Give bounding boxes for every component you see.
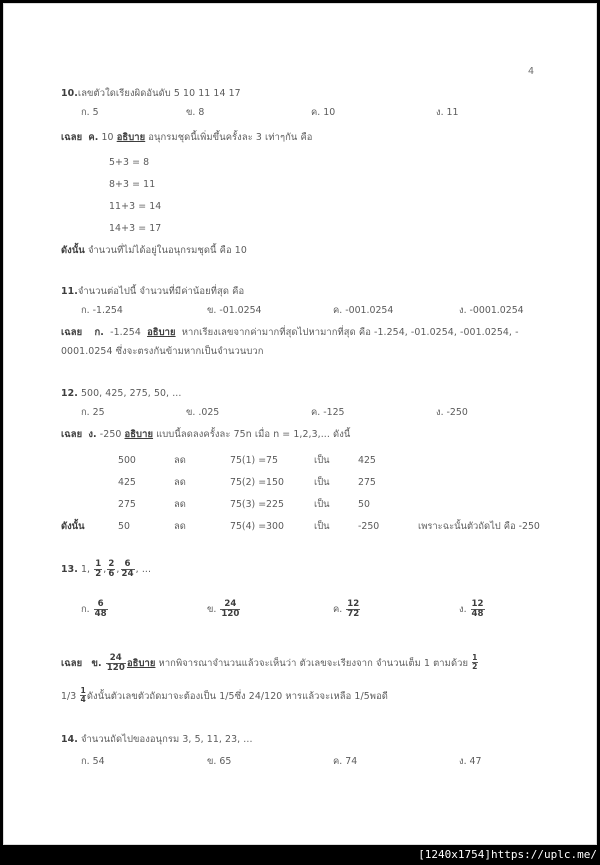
question-13-number: 13. [61, 564, 78, 576]
question-10-prompt [61, 87, 241, 100]
conclusion-text: จำนวนที่ไม่ได้อยู่ในอนุกรมชุดนี้ คือ 10 [87, 245, 247, 256]
step-line: 8+3 = 11 [109, 179, 156, 190]
step-result: 50 [358, 499, 370, 510]
choice-label: ค. [333, 604, 343, 616]
fraction [80, 687, 85, 703]
fraction-numerator: 24 [224, 599, 237, 609]
fraction-denominator: 48 [94, 608, 107, 619]
fraction-denominator: 24 [121, 568, 134, 579]
comma: , [135, 564, 139, 576]
fraction-numerator: 6 [97, 599, 104, 609]
fraction-numerator: 12 [347, 599, 360, 609]
fraction-numerator: 1 [95, 559, 102, 569]
fraction [471, 600, 485, 619]
step-op: ลด [174, 455, 186, 466]
choice-b[interactable]: ข. 8 [186, 107, 205, 118]
choice-label: ก. [81, 604, 90, 616]
step-calc: 75(1) =75 [230, 455, 278, 466]
answer-prefix: เฉลย [61, 327, 83, 338]
step-line: 14+3 = 17 [109, 223, 162, 234]
step-op: ลด [174, 521, 186, 532]
question-11-answer-line [61, 326, 519, 339]
question-12-number: 12. [61, 388, 78, 399]
question-14-choices [61, 755, 541, 771]
fraction-denominator: 48 [471, 608, 484, 619]
answer-prefix: เฉลย [61, 429, 83, 440]
step-calc: 75(4) =300 [230, 521, 284, 532]
choice-d[interactable]: ง. -0001.0254 [459, 305, 524, 316]
step-to: เป็น [314, 477, 330, 488]
choice-c[interactable]: ค. 10 [311, 107, 336, 118]
choice-b[interactable]: ข. 65 [207, 756, 232, 767]
choice-label: ง. [459, 604, 467, 616]
explain-label: อธิบาย [126, 658, 156, 670]
fraction [94, 600, 108, 619]
explanation-text: แบบนี้ลดลงครั้งละ 75n เมื่อ n = 1,2,3,... ดังนี้ [156, 429, 351, 440]
page-content-area [4, 4, 596, 844]
question-13-tail: ... [141, 564, 152, 576]
fraction-denominator: 6 [108, 568, 115, 579]
therefore-label: ดังนั้น [61, 245, 85, 256]
question-10-text: เลขตัวใดเรียงผิดอันดับ 5 10 11 14 17 [77, 88, 241, 99]
answer-value: 10 [101, 132, 114, 143]
step-start: 50 [118, 521, 130, 532]
choice-c[interactable]: ค. -001.0254 [333, 305, 394, 316]
fraction [472, 654, 477, 670]
question-11-prompt [61, 285, 244, 298]
answer-prefix: เฉลย [61, 658, 83, 670]
fraction [106, 654, 126, 673]
fraction-numerator: 6 [124, 559, 131, 569]
choice-b[interactable]: ข. .025 [186, 407, 220, 418]
choice-label: ข. [207, 604, 217, 616]
question-13-prompt [61, 560, 151, 579]
fraction [346, 600, 360, 619]
fraction-denominator: 2 [95, 568, 102, 579]
explain-label: อธิบาย [124, 429, 154, 440]
fraction-denominator: 72 [347, 608, 360, 619]
question-12-prompt [61, 387, 181, 400]
explanation-text: หากพิจารณาจำนวนแล้วจะเห็นว่า ตัวเลขจะเรียงจาก จำนวนเต็ม 1 ตามด้วย [158, 658, 469, 670]
explanation-part-a: 1/3 [61, 691, 77, 703]
choice-d[interactable]: ง. -250 [436, 407, 468, 418]
step-to: เป็น [314, 455, 330, 466]
choice-a[interactable]: ก. 54 [81, 756, 105, 767]
question-14-number: 14. [61, 734, 78, 745]
choice-a[interactable]: ก. -1.254 [81, 305, 123, 316]
choice-a[interactable]: ก. 25 [81, 407, 105, 418]
step-op: ลด [174, 499, 186, 510]
question-13-lead: 1, [80, 564, 91, 576]
question-10-conclusion [61, 244, 247, 257]
choice-d[interactable]: ง. 11 [436, 107, 459, 118]
answer-letter: ง. [88, 429, 97, 440]
step-op: ลด [174, 477, 186, 488]
answer-letter: ข. [91, 658, 102, 670]
fraction-denominator: 120 [106, 662, 125, 673]
comma: , [116, 564, 120, 576]
explanation-part-b: ดังนั้นตัวเลขตัวถัดมาจะต้องเป็น 1/5ซึ่ง 24/120 หารแล้วจะเหลือ 1/5พอดี [86, 691, 388, 703]
step-to: เป็น [314, 521, 330, 532]
step-note: เพราะฉะนั้นตัวถัดไป คือ -250 [418, 521, 540, 532]
explanation-text: อนุกรมชุดนี้เพิ่มขึ้นครั้งละ 3 เท่าๆกัน คือ [148, 132, 313, 143]
step-calc: 75(2) =150 [230, 477, 284, 488]
fraction-numerator: 24 [109, 653, 122, 663]
step-start: 425 [118, 477, 136, 488]
document-page [3, 3, 597, 845]
answer-prefix: เฉลย [61, 132, 83, 143]
question-11-explanation-line2: 0001.0254 ซึ่งจะตรงกันข้ามหากเป็นจำนวนบวก [61, 346, 264, 357]
explain-label: อธิบาย [147, 327, 176, 338]
fraction [121, 560, 135, 579]
fraction [107, 560, 115, 579]
answer-value: -1.254 [110, 327, 141, 338]
question-10-answer-line [61, 131, 313, 144]
choice-c[interactable] [333, 600, 361, 619]
watermark-footer: [1240x1754]https://uplc.me/ [395, 845, 600, 865]
choice-a[interactable] [81, 600, 109, 619]
fraction-numerator: 12 [471, 599, 484, 609]
choice-c[interactable]: ค. 74 [333, 756, 358, 767]
question-11-number: 11. [61, 286, 78, 297]
comma: , [103, 564, 107, 576]
fraction [220, 600, 240, 619]
answer-value: -250 [99, 429, 122, 440]
therefore-label: ดังนั้น [61, 521, 85, 532]
question-14-text: จำนวนถัดไปของอนุกรม 3, 5, 11, 23, ... [80, 734, 253, 745]
question-12-choices [61, 406, 541, 422]
choice-b[interactable] [207, 600, 241, 619]
step-line: 5+3 = 8 [109, 157, 150, 168]
question-11-choices [61, 304, 541, 320]
step-result: 425 [358, 455, 376, 466]
explanation-text: หากเรียงเลขจากค่ามากที่สุดไปหามากที่สุด คือ -1.254, -01.0254, -001.0254, - [181, 327, 519, 338]
fraction-denominator: 2 [472, 661, 478, 671]
step-start: 275 [118, 499, 136, 510]
question-14-prompt [61, 733, 253, 746]
step-to: เป็น [314, 499, 330, 510]
question-13-answer-line [61, 654, 479, 673]
step-line: 11+3 = 14 [109, 201, 162, 212]
choice-d[interactable] [459, 600, 486, 619]
question-10-choices [61, 106, 541, 122]
step-result: -250 [358, 521, 380, 532]
question-13-explanation-line2 [61, 687, 388, 703]
page-number: 4 [527, 66, 534, 77]
choice-d[interactable]: ง. 47 [459, 756, 482, 767]
question-12-answer-line [61, 428, 350, 441]
fraction-denominator: 120 [221, 608, 240, 619]
explain-label: อธิบาย [116, 132, 146, 143]
choice-c[interactable]: ค. -125 [311, 407, 345, 418]
fraction-numerator: 1 [472, 653, 478, 663]
question-11-text: จำนวนต่อไปนี้ จำนวนที่มีค่าน้อยที่สุด คือ [77, 286, 245, 297]
answer-letter: ค. [88, 132, 99, 143]
step-start: 500 [118, 455, 136, 466]
fraction [94, 560, 102, 579]
step-calc: 75(3) =225 [230, 499, 284, 510]
question-12-text: 500, 425, 275, 50, ... [80, 388, 182, 399]
step-result: 275 [358, 477, 376, 488]
answer-letter: ก. [94, 327, 104, 338]
choice-b[interactable]: ข. -01.0254 [207, 305, 262, 316]
fraction-numerator: 2 [108, 559, 115, 569]
fraction-numerator: 1 [80, 686, 86, 695]
choice-a[interactable]: ก. 5 [81, 107, 99, 118]
question-13-choices [61, 600, 541, 624]
question-10-number: 10. [61, 88, 78, 99]
fraction-denominator: 4 [80, 694, 86, 704]
